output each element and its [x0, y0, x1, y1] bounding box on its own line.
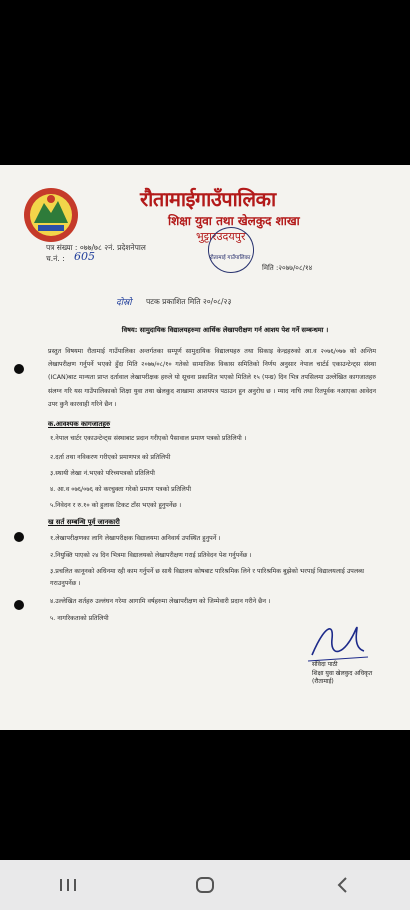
signatory-title: शिक्षा युवा खेलकुद अधिकृत (रौतामाई) [312, 670, 373, 685]
punch-hole [14, 532, 24, 542]
section-a-item: २.दर्ता तथा नविकरण गरीएको प्रमाणपत्र को प्रतिलिपी [50, 454, 171, 461]
dispatch-number-handwritten: 605 [74, 250, 95, 263]
section-b-item: ५. नागरिकताको प्रतिलिपी [50, 615, 109, 622]
letter-subject: विषय: सामुदायिक विद्यालयहरुमा आर्थिक लेखापरीक्षण गर्न आशय पेश गर्ने सम्बन्धमा । [121, 326, 329, 334]
publication-count-handwritten: दोस्रो [116, 298, 132, 308]
body-paragraph: प्रस्तुत विषयमा रौतामाई गाउँपालिका अन्तर्गतका सम्पूर्ण सामुदायिक विद्यालयहरु तथा सिकाइ केन्द्रहरुको आ.व २०७६/०७७ को अन्तिम लेखापरीक्षण गर्नुपर्ने भएको हुँदा मिति २०७७/०८/१० गतेको सामाजिक विकास समितिको निर्णय अनुसार नेपाल चार्टर्ड एकाउन्टेन्ट्स संस्था (ICAN)बाट मान्यता प्राप्त दर्तावाल लेखापरीक्षक हरुले यो सूचना प्रकाशित भएको मितिले १५ (पन्ध्र) दिन भित्र तपसिलमा उल्लेखित कागजातहरु संलग्न गरि यस गाउँपालिकाको शिक्षा युवा तथा खेलकुद शाखामा आशयपत्र पठाउन हुन अनुरोध छ । म्याद नाघि तथा रितपूर्वक नआएका आवेदन उपर कुनै कारवाही गरिने छैन । [48, 348, 376, 408]
section-b-item: १.लेखापरीक्षणका लागि लेखापरीक्षक विद्यालयमा अनिवार्य उपस्थित हुनुपर्ने । [50, 535, 221, 542]
section-b-item: ४.उल्लेखित शर्तहरु उल्लंघन गरेमा आगामि वर्षहरुमा लेखापरीक्षण को जिम्मेवारी प्रदान गरीने छैन । [50, 598, 271, 605]
publication-date-line: पटक प्रकाशित मिति २०/०८/२३ [146, 297, 232, 306]
navigation-bar [0, 860, 410, 910]
section-b-item: ३.प्रचलित कानूनको अधिनमा रही काम गर्नुपर्ने छ साथै विद्यालय कोषबाट पारिश्रमिक लिने र पारिश्रमिक बुझेको भरपाई विद्यालयलाई उपलब्ध गराउनुपर्नेछ । [50, 568, 364, 587]
punch-hole [14, 600, 24, 610]
section-a-item: १.नेपाल चार्टर एकाउन्टेन्ट्स संस्थाबाट प्रदान गरीएको पैसावाल प्रमाण पत्रको प्रतिलिपी । [50, 435, 247, 442]
section-a-item: ५.निवेदन र रु.१० को हुलाक टिकट टाँस भएको हुनुपर्नेछ । [50, 502, 182, 509]
place-name: भुट्टारउदयपुर [196, 230, 246, 243]
section-name: शिक्षा युवा तथा खेलकुद शाखा [168, 214, 300, 228]
recent-apps-icon[interactable] [38, 865, 98, 905]
top-black-area [0, 0, 410, 165]
section-b-heading: ख सर्त सम्बन्धि पूर्व जानकारी [48, 518, 120, 526]
back-icon[interactable] [312, 865, 372, 905]
section-a-item: ४. आ.व ०७६/०७६ को करचुक्ता गरेको प्रमाण पत्रको प्रतिलिपी [50, 486, 192, 493]
section-a-item: ३.स्थायी लेखा नं.भएको परिच्यपत्रको प्रतिलिपी [50, 470, 155, 477]
bottom-black-area [0, 730, 410, 860]
letter-date: मिति :२०७७/०८/१४ [262, 264, 313, 272]
municipality-emblem-icon [20, 185, 82, 245]
organization-name: रौतामाईगाउँपालिका [140, 187, 276, 211]
punch-hole [14, 364, 24, 374]
signatory-name: संविदा पाठी [312, 661, 338, 668]
seal-text: रौतामाई गाउँपालिका [210, 255, 251, 261]
document-page [0, 165, 410, 730]
home-icon[interactable] [175, 865, 235, 905]
dispatch-number-label: च.नं. : [46, 254, 65, 263]
reference-number: पत्र संख्या : ०७७/७८ २नं. प्रदेशनेपाल [46, 243, 146, 252]
section-a-heading: क.आवश्यक कागजातहरु [48, 420, 111, 428]
section-b-item: २.नियुक्ति पाएको २४ दिन भित्रमा विद्यालयको लेखापरीक्षण गराई प्रतिवेदन पेश गर्नुपर्नेछ । [50, 552, 252, 559]
